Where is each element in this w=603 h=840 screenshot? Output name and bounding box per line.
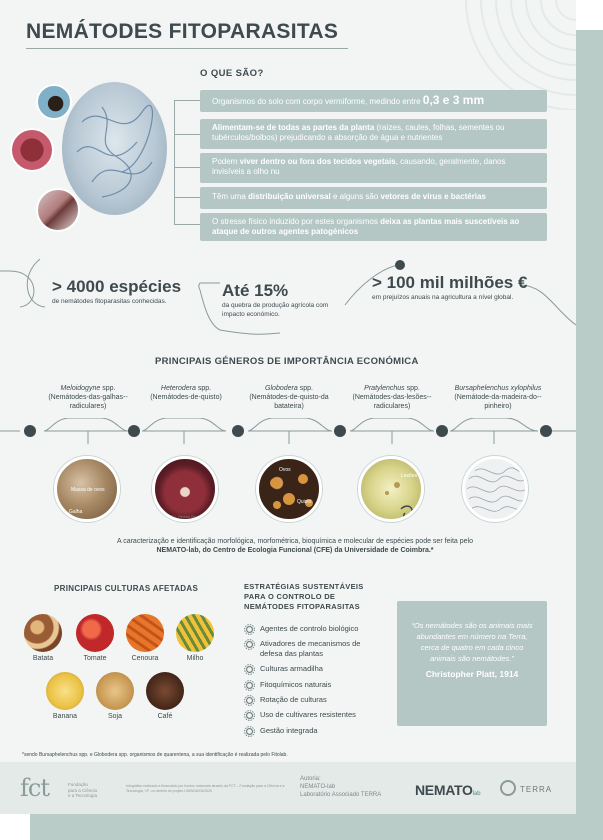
connector-line: [174, 100, 175, 224]
genus-name: Globodera: [265, 385, 298, 392]
stat-economic-loss: [372, 273, 527, 303]
funding-statement: Infográfico realizado e financiado por fundos nacionais através da FCT – Fundação para a Ciência e a Tecnologia, I.P., no âmbito do projeto UIDB/04004/2020: [126, 784, 285, 793]
footnote: *sendo Bursaphelenchus spp. e Globodera spp. organismos de quarentena, a sua identificação é realizada pelo Fitolab.: [22, 752, 288, 758]
genera-timeline: [0, 418, 576, 444]
crop-corn-image: [176, 614, 214, 652]
strategies-list: [244, 624, 384, 741]
info-box-size: [200, 90, 547, 112]
crop-label: Cenoura: [131, 655, 159, 662]
crop-coffee-image: [146, 672, 184, 710]
author-line: NEMATO-lab: [300, 784, 336, 791]
stat-description: da quebra de produção agrícola com impacto económico.: [222, 302, 329, 318]
gear-icon: [244, 680, 255, 691]
stat-description: em prejuízos anuais na agricultura a nível global.: [372, 294, 514, 301]
quote-text: “Os nemátodes são os animais mais abundantes em número na Terra, cerca de quatro em cada cinco animais são nemátodes.”: [411, 621, 533, 663]
photo-credit: © L. Pereira Simões: [171, 515, 203, 519]
genus-suffix: spp.: [100, 385, 116, 392]
crop-label: Tomate: [83, 655, 107, 662]
nemato-lab-suffix: lab: [472, 791, 481, 797]
terra-wordmark: TERRA: [520, 785, 553, 794]
crop-label: Milho: [186, 655, 204, 662]
strategy-item: [244, 639, 384, 658]
nematode-microscope-photo: [62, 82, 167, 215]
infected-tissue-photo: [10, 128, 54, 172]
stat-value: > 4000 espécies: [52, 277, 182, 296]
connector-line: [174, 134, 200, 135]
photo-globodera: [256, 456, 322, 522]
strategy-label: Agentes de controlo biológico: [260, 624, 359, 633]
nemato-wordmark: NEMATO: [415, 782, 473, 798]
photo-label: Galha: [69, 509, 83, 515]
crop-label: Banana: [52, 713, 78, 720]
section-heading-what: O QUE SÃO?: [200, 68, 264, 79]
genus-globodera: [241, 384, 337, 411]
info-text-bold: distribuição universal: [248, 192, 331, 201]
genus-common-name: (Nemátode-da-madeira-do--pinheiro): [454, 394, 542, 411]
connector-line: [174, 100, 200, 101]
info-text-bold: Alimentam-se de todas as partes da planta: [212, 123, 375, 132]
decorative-side-band: [575, 30, 603, 840]
info-box-distribution: [200, 187, 547, 209]
nematode-closeup-photo: [36, 188, 80, 232]
author-line: Laboratório Associado TERRA: [300, 792, 382, 799]
fct-subtitle: [68, 782, 97, 799]
genus-pratylenchus: [344, 384, 440, 411]
photo-bursaphelenchus: [462, 456, 528, 522]
crop-label: Batata: [32, 655, 54, 662]
stat-value: Até 15%: [222, 281, 289, 300]
strategy-item: [244, 664, 384, 673]
genus-common-name: (Nemátodes-das-galhas--radiculares): [48, 394, 128, 411]
info-text-bold: viver dentro ou fora dos tecidos vegetais: [239, 157, 396, 166]
photo-meloidogyne: [54, 456, 120, 522]
crop-banana-image: [46, 672, 84, 710]
strategy-item: [244, 624, 384, 633]
strategy-label: Culturas armadilha: [260, 664, 323, 674]
connector-line: [174, 224, 200, 225]
author-label: Autoria:: [300, 776, 321, 782]
genus-common-name: (Nemátodes-de-quisto-da batateira): [249, 394, 329, 411]
quote-author: Christopher Platt, 1914: [425, 668, 519, 679]
photo-label: Massa de ovos: [71, 487, 105, 493]
strategy-label: Fitoquímicos naturais: [260, 679, 332, 689]
note-text-bold: NEMATO-lab, do Centro de Ecologia Funcional (CFE) da Universidade de Coimbra.*: [156, 547, 434, 555]
gear-icon: [244, 695, 255, 706]
info-text: O stresse físico induzido por estes organismos: [212, 217, 381, 226]
size-range-value: 0,3 e 3 mm: [422, 93, 485, 107]
strategy-label: Ativadores de mecanismos de defesa das plantas: [260, 639, 361, 658]
genus-name: Heterodera: [160, 385, 196, 392]
genus-meloidogyne: [40, 384, 136, 411]
nemato-lab-logo: [415, 782, 480, 798]
genus-heterodera: [138, 384, 234, 402]
stat-description: de nemátodes fitoparasitas conhecidas.: [52, 298, 167, 305]
crop-label: Café: [157, 713, 173, 720]
section-heading-crops: PRINCIPAIS CULTURAS AFETADAS: [54, 584, 199, 593]
strategy-item: [244, 726, 384, 735]
genus-name: Pratylenchus: [364, 385, 405, 392]
stat-species: [52, 277, 181, 307]
gear-icon: [244, 664, 255, 675]
photo-label: Ovos: [279, 467, 291, 473]
identification-note: [110, 537, 480, 556]
info-text-bold: vetores de vírus e bactérias: [380, 192, 486, 201]
strategy-label: Rotação de culturas: [260, 694, 327, 704]
genus-bursaphelenchus: [442, 384, 554, 411]
crop-carrot-image: [126, 614, 164, 652]
info-text: e alguns são: [330, 192, 381, 201]
quote-box: [397, 601, 547, 726]
note-text: A caracterização e identificação morfológica, morfométrica, bioquímica e molecular de espécies pode ser feita pelo: [116, 538, 473, 545]
info-text-bold: deixa as plantas mais suscetíveis ao ataque de outros agentes patogénicos: [212, 217, 520, 237]
decorative-bottom-band: [30, 814, 603, 840]
gear-icon: [244, 726, 255, 737]
strategy-item: [244, 710, 384, 719]
crop-potato-image: [24, 614, 62, 652]
genus-suffix: spp.: [195, 385, 212, 392]
fct-subtitle-line: para a Ciência: [68, 787, 98, 793]
nematode-cyst-photo: [36, 84, 72, 120]
info-box-stress: [200, 213, 547, 241]
gear-icon: [244, 624, 255, 635]
photo-heterodera: [152, 456, 218, 522]
genus-common-name: (Nemátodes-de-quisto): [150, 394, 222, 402]
genus-name: Meloidogyne: [60, 385, 101, 392]
genus-suffix: spp.: [297, 385, 313, 392]
crop-label: Soja: [107, 713, 122, 720]
title-underline: [26, 48, 348, 49]
strategy-label: Gestão integrada: [260, 725, 318, 735]
page-title: NEMÁTODES FITOPARASITAS: [26, 20, 339, 43]
strategy-item: [244, 680, 384, 689]
info-text: Têm uma: [212, 192, 249, 201]
crop-tomato-image: [76, 614, 114, 652]
section-heading-strategies: ESTRATÉGIAS SUSTENTÁVEIS PARA O CONTROLO DE NEMÁTODES FITOPARASITAS: [244, 582, 364, 611]
info-text: Organismos do solo com corpo vermiforme, medindo entre: [212, 97, 423, 106]
section-heading-genera: PRINCIPAIS GÉNEROS DE IMPORTÂNCIA ECONÓMICA: [155, 356, 419, 367]
info-text: (raízes, caules, folhas, sementes ou tubérculos/bolbos) prejudicando a absorção de água e nutrientes: [212, 123, 505, 143]
info-text: , causando, geralmente, danos invisíveis a olho nu: [212, 157, 506, 177]
authorship: [300, 775, 381, 799]
connector-line: [174, 197, 200, 198]
info-box-feeding: [200, 119, 547, 149]
fct-logo: fct: [20, 774, 49, 802]
photo-label: Quisto: [297, 499, 312, 505]
strategy-label: Uso de cultivares resistentes: [260, 710, 356, 720]
fct-subtitle-line: Fundação: [68, 782, 89, 787]
gear-icon: [244, 639, 255, 650]
photo-pratylenchus: [358, 456, 424, 522]
info-box-habitat: [200, 153, 547, 183]
gear-icon: [244, 710, 255, 721]
crop-soy-image: [96, 672, 134, 710]
genus-suffix: spp.: [404, 385, 420, 392]
photo-label: Lesões: [401, 473, 418, 479]
stat-production-loss: [222, 281, 342, 320]
terra-logo-icon: [500, 780, 516, 796]
fct-subtitle-line: e a Tecnologia: [68, 793, 97, 799]
strategy-item: [244, 695, 384, 704]
genus-common-name: (Nemátodes-das-lesões--radiculares): [352, 394, 432, 411]
stat-value: > 100 mil milhões €: [372, 273, 528, 292]
connector-line: [174, 167, 200, 168]
genus-name: Bursaphelenchus xylophilus: [454, 385, 542, 392]
info-text: Podem: [212, 157, 240, 166]
